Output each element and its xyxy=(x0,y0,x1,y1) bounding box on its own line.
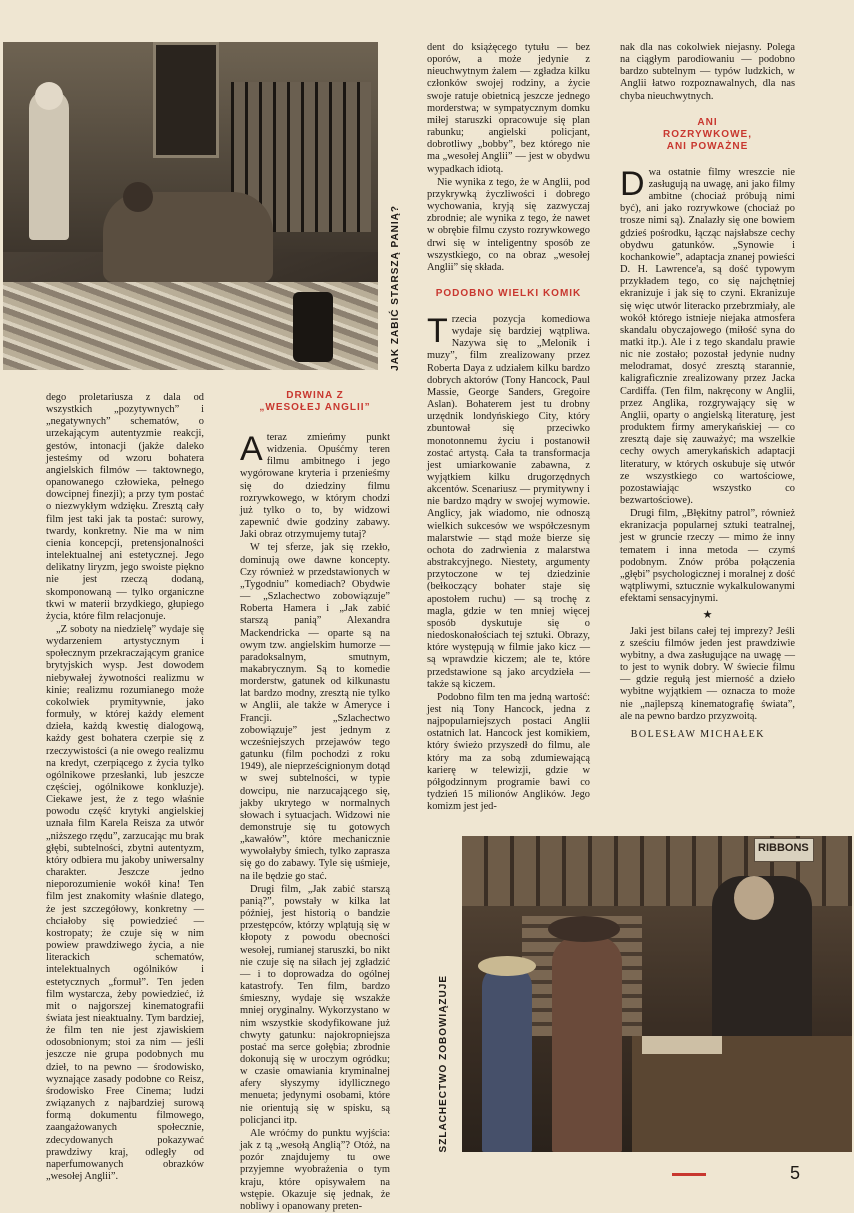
article-column-2 xyxy=(240,390,390,1212)
section-heading: ANI ROZRYWKOWE, ANI POWAŻNE xyxy=(663,116,752,152)
page-accent-bar xyxy=(672,1173,706,1176)
paragraph: Ale wróćmy do punktu wyjścia: jak z tą „wesołą Anglią”? Otóż, na pozór znajdujemy tu owe przyjemne wyobrażenia o tym kraju, które opisywałem na wstępie. Okazuje się jednak, że nobliwy i opanowany preten- xyxy=(240,1127,390,1212)
star-separator-icon: ★ xyxy=(702,609,713,622)
paragraph: „Z soboty na niedzielę” wydaje się wydarzeniem artystycznym i społecznym przekraczającym granice brytyjskich wysp. Jest dowodem niebywałej żywotności realizmu w kinie; realizmu rozumianego może cokolwiek prymitywnie, jako formuły, w której każdy element dzieła, każdą kwestię dialogową, każdy gest bohatera czerpie się z rzeczywistości (a nie owego realizmu na kredyt, czerpiącego z życia tylko ogólnikowe przesłanki, lub jeszcze częściej, ogólnikowe konkluzje). Ciekawe jest, że z tego właśnie powodu część krytyki angielskiej uznała film Karela Reisza za utwór „niższego rzędu”, zarzucając mu brak głębi, subtelności, zbytni autentyzm, który odbiera mu jakoby uniwersalny charakter. Jeszcze jedno nieporozumienie wokół kina! Ten film jest znakomity właśnie dlatego, że jest szczegółowy, konkretny — chciałoby się powiedzieć — kostropaty; że czuje się w nim powiew prawdziwego życia, a nie literackich schematów, intelektualnych ogólników i estetycznych „formuł”. Ten jeden film wystarcza, żeby powiedzieć, iż mit o najgorszej kinematografii świata jest nieaktualny. Tym bardziej, że film ten nie jest zjawiskiem odosobnionym; stoi za nim — jeśli jeszcze nie grupa podobnych mu dzieł, to na pewno — środowisko, wyznające zasady podobne co Reisz, środowisko Free Cinema; ludzi związanych z najbardziej surową formą dokumentu filmowego, zaangażowanych społecznie, zdecydowanych pokazywać prawdziwy kraj, odległy od naperfumowanych obrazków „wesołej Anglii”. xyxy=(46,623,204,1182)
drop-cap: T xyxy=(427,311,448,350)
section-heading: DRWINA Z „WESOŁEJ ANGLII” xyxy=(259,390,371,413)
paragraph: dego proletariusza z dala od wszystkich „pozytywnych” i „negatywnych” schematów, o urzekającym autentyzmie reakcji, gestów, intonacji (jakże daleko jesteśmy od wzoru bohatera angielskich filmów — taktownego, opanowanego człowieka, pełnego dowcipnej finezji); a przy tym postać o niezwykłym wdzięku. Zresztą cały film jest taki jak ta postać: surowy, twardy, konkretny. Nie ma w nim cienia koncepcji, pretensjonalności intelektualnej ani estetycznej. Jego delikatny liryzm, jego swoiste piękno nie jest rzeczą dodaną, skomponowaną — tylko organiczne tkwi w materii brzydkiego, głupiego życia, które film relacjonuje. xyxy=(46,392,204,622)
paragraph: Nie wynika z tego, że w Anglii, pod przykrywką życzliwości i dobrego wychowania, kryją się zazwyczaj zbrodnie; ale wynika z tego, że nawet w obrębie filmu czysto rozrywkowego drwi się w inteligentny sposób ze wszystkiego, co na obraz „wesołej Anglii” się składa. xyxy=(427,176,590,273)
paragraph: wa ostatnie filmy wreszcie nie zasługują na uwagę, ani jako filmy ambitne (chociaż próbują nimi być), ani jako rozrywkowe (chociaż po trosze nimi są). Znalazły się one bowiem gdzieś pośrodku, łącząc najsłabsze cechy obydwu gatunków. „Synowie i kochankowie”, adaptacja znanej powieści D. H. Lawrence'a, są dość typowym przykładem tego, co się najchętniej ekranizuje i jak się to czyni. Ekranizuje się więc utwór literacko przebrzmiały, ale wokół którego istnieje niejaka atmosfera skandalu obyczajowego (miłość syna do matki itp.). Ale i z tego skandalu prawie nic nie zostało; pozostał jedynie nudny melodramat, dosyć zresztą starannie, kaligraficznie zrealizowany przez Jacka Cardiffa. (Ten film, nakręcony w Anglii, przez Anglika, rozgrywający się w Anglii, oparty o angielską literaturę, jest produktem firmy amerykańskiej — co zresztą daje się zauważyć; ma wszelkie cechy owych amerykańskich adaptacji literatury, w których oskubuje się utwór ze wszystkiego co wartościowe, pozostawiając wszystko co bezwartościowe). xyxy=(620,166,795,506)
shop-sign: RIBBONS xyxy=(758,842,809,854)
article-column-4 xyxy=(620,42,795,824)
paragraph: teraz zmieńmy punkt widzenia. Opuśćmy teren filmu ambitnego i jego wygórowane kryteria i przenieśmy się do dziedziny filmu rozrywkowego, w którym chodzi już tylko o to, by widzowi zapewnić dwie godziny zabawy. Jaki obraz otrzymujemy tutaj? xyxy=(240,432,390,541)
drop-cap: A xyxy=(240,430,263,468)
paragraph: rzecia pozycja komediowa wydaje się bardziej wątpliwa. Nazywa się to „Melonik i muzy”, film zrealizowany przez Roberta Daya z udziałem kilku bardzo dobrych aktorów (Tony Hancock, Paul Massie, George Sanders, Gregoire Aslan). Bohaterem jest tu drobny urzędnik londyńskiego City, który zbuntował się przeciwko monotonnemu życiu i postanowił zostać artystą. Cała ta transformacja jest umiarkowanie zabawna, z wyjątkiem kilku drugorzędnych akcentów. Scenariusz — prymitywny i nie bardzo mądry w swojej wymowie. Anglicy, jak wiadomo, nie odnoszą wielkich sukcesów we współczesnym malarstwie — stąd może bierze się ochota do zadrwienia z malarstwa abstrakcyjnego. Niestety, argumenty przytoczone w tej dziedzinie (bełkoczący bohater staje się apostołem ruchu) — są trochę z magla, gdzie w ten mniej więcej sposób dyskutuje się o niedoskonałościach tej sztuki. Obrazy, które występują w filmie jako kicz — są wprawdzie kiczem; ale te, które przedstawione są jako arcydzieła — także są kiczem. xyxy=(427,313,590,690)
paragraph: W tej sferze, jak się rzekło, dominują owe dawne koncepty. Czy również w przedstawionych w „Tygodniu” komediach? Obydwie — „Szlachectwo zobowiązuje” Roberta Hamera i „Jak zabić starszą panią” Alexandra Mackendricka — oparte są na owym tzw. angielskim humorze — paradoksalnym, smutnym, makabrycznym. Są to komedie morderstw, gatunek od kilkunastu lat bardzo modny, zresztą nie tylko w Anglii, ale także w Ameryce i Francji. „Szlachectwo zobowiązuje” jest jednym z wcześniejszych przejawów tego gatunku (film pochodzi z roku 1949), ale nieprześcignionym dotąd w swej subtelności, w typie dowcipu, nie narzucającego się, jakby ukrytego w normalnych słowach i sytuacjach. Widzowi nie demonstruje się tu gotowych „kawałów”, które mechanicznie wywołałyby śmiech, tylko zaprasza się go do zabawy. Tyle się uśmieje, na ile będzie go stać. xyxy=(240,542,390,882)
photo-szlachectwo xyxy=(462,836,852,1152)
article-column-3 xyxy=(427,42,590,824)
page-number: 5 xyxy=(789,1163,800,1183)
author-signature: BOLESŁAW MICHAŁEK xyxy=(630,728,765,740)
photo-caption-bottom: SZLACHECTWO ZOBOWIĄZUJE xyxy=(438,975,449,1153)
paragraph: dent do książęcego tytułu — bez oporów, a może jedynie z nieuchwytnym żalem — zgładza kilku członków swojej rodziny, a życie swoje ratuje obietnicą jeszcze jednego morderstwa; w sympatycznym domku miłej staruszki opracowuje się plan rabunku; angielski policjant, dobrotliwy „bobby”, bez którego nie ma „wesołej Anglii” — jest w obydwu wypadkach idiotą. xyxy=(427,42,590,175)
paragraph: Podobno film ten ma jedną wartość: jest nią Tony Hancock, jedna z najpopularniejszych postaci Anglii ostatnich lat. Hancock jest komikiem, który świeżo przyszedł do filmu, ale który ma za sobą zdumiewającą karierę w telewizji, gdzie w półgodzinnym programie bawi co tydzień 15 milionów Anglików. Jego komizm jest jed- xyxy=(427,691,590,813)
section-heading: PODOBNO WIELKI KOMIK xyxy=(435,287,582,299)
paragraph: Drugi film, „Jak zabić starszą panią?”, powstały w kilka lat później, jest historią o bandzie przestępców, którzy wplątują się w kłopoty z powodu obecności wesołej, rumianej staruszki, bo nikt nie czuje się na siłach jej zgładzić — i to doprowadza do ogólnej katastrofy. Ten film, bardzo śmieszny, wydaje się wszakże mniej oryginalny. Wykorzystano w nim wszystkie skodyfikowane już chwyty gatunku: najokropniejsza postać ma serce gołębia; zbrodnie dokonują się w uroczym ogródku; w czasie omawiania kryminalnej afery słyszymy idyllicznego menueta; jedynymi osobami, które nie orientują się w spisku, są policjanci itp. xyxy=(240,883,390,1126)
photo-caption-top: JAK ZABIĆ STARSZĄ PANIĄ? xyxy=(390,205,401,371)
paragraph: Jaki jest bilans całej tej imprezy? Jeśli z sześciu filmów jeden jest prawdziwie wybitny, a dwa zasługujące na uwagę — to jest to wynik dobry. W świecie filmu — gdzie regułą jest mierność a dzieło wybitne wyjątkiem — oznacza to może nie „najlepszą kinematografię świata”, ale na pewno bardzo przyzwoitą. xyxy=(620,625,795,722)
paragraph: Drugi film, „Błękitny patrol”, również ekranizacja popularnej sztuki teatralnej, jest w gruncie rzeczy — mimo że inny tematem i inna metoda — czymś podobnym. Znów próba połączenia „głębi” psychologicznej i moralnej z dość wątpliwymi, sztucznie wykalkulowanymi efektami sensacyjnymi. xyxy=(620,508,795,605)
drop-cap: D xyxy=(620,164,645,203)
paragraph: nak dla nas cokolwiek niejasny. Polega na ciągłym parodiowaniu — podobno bardzo subtelnym — typów ludzkich, w Anglii łatwo rozpoznawalnych, dla nas chyba nieuchwytnych. xyxy=(620,42,795,102)
photo-jak-zabic xyxy=(3,42,378,370)
article-column-1 xyxy=(46,392,204,1182)
